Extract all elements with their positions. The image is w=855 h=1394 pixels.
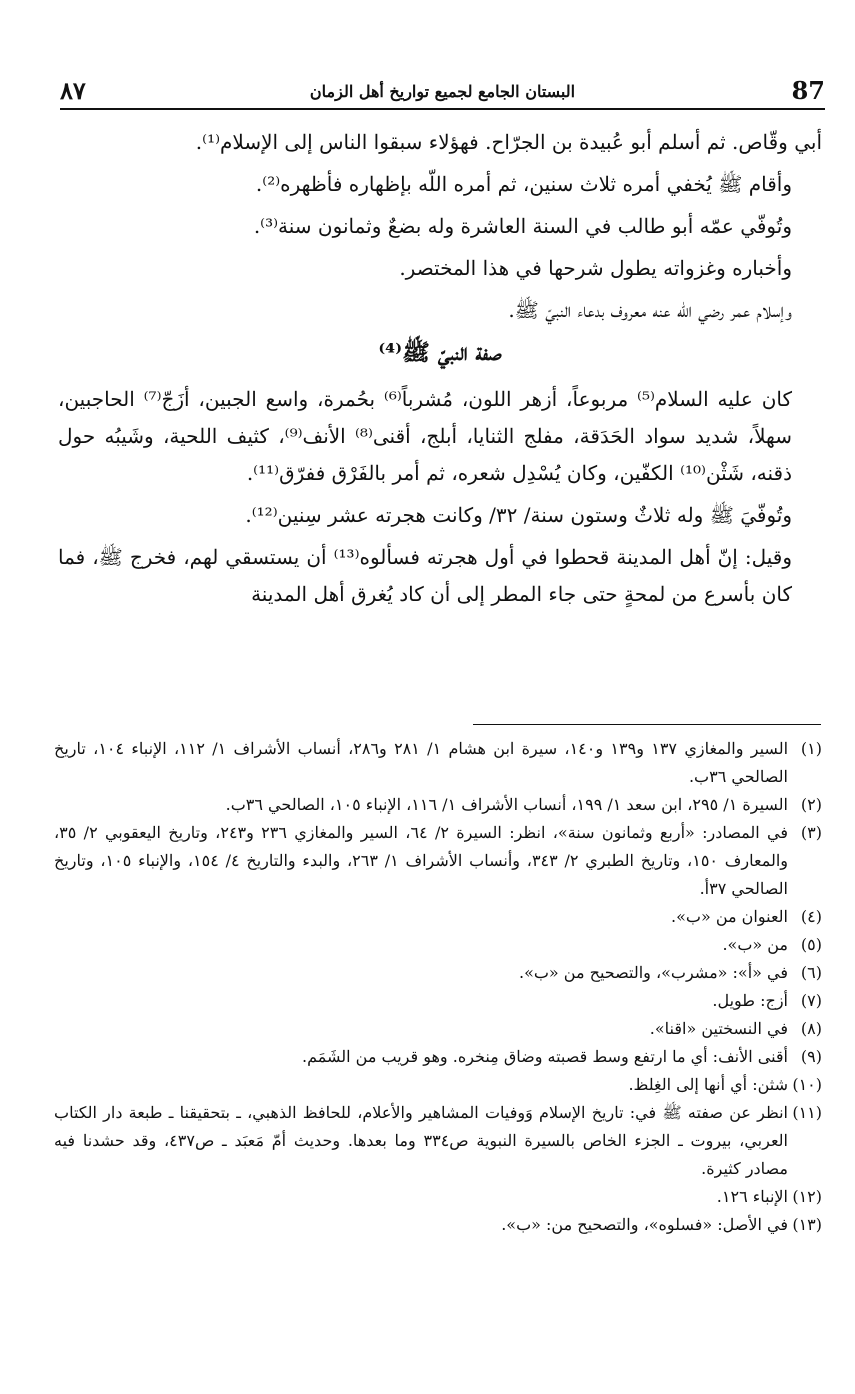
footnote-text: أزج: طويل.	[712, 991, 788, 1010]
footnote-text: في المصادر: «أربع وثمانون سنة»، انظر: السيرة ٢/ ٦٤، السير والمغازي ٢٣٦ و٢٤٣، وتاريخ اليعقوبي ٢/ ٣٥، والمعارف ١٥٠، وتاريخ الطبري ٢/ ٣٤٣، وأنساب الأشراف ١/ ٢٦٣، والبدء والتاريخ ٤/ ١٥٤، والإنباء ١٠٥، وتاريخ الصالحي ٣٧أ.	[54, 823, 789, 898]
footnote-text: في «أ»: «مشرب»، والتصحيح من «ب».	[518, 963, 788, 982]
footnote	[54, 1099, 822, 1183]
footnote	[54, 1071, 822, 1099]
footnote-text: في النسختين «اقنا».	[649, 1019, 788, 1038]
footnote	[54, 819, 822, 903]
footnote-number: (١)	[800, 739, 822, 758]
footnote-number: (٦)	[800, 963, 822, 982]
footnote	[54, 931, 822, 959]
footnote	[54, 1211, 822, 1239]
footnote	[54, 1183, 822, 1211]
footnote-number: (٤)	[800, 907, 822, 926]
footnote	[54, 959, 822, 987]
footnote-number: (١٣)	[792, 1215, 822, 1234]
footnote-number: (٢)	[800, 795, 822, 814]
footnote-number: (٥)	[800, 935, 822, 954]
footnote-text: في الأصل: «فسلوه»، والتصحيح من: «ب».	[501, 1215, 788, 1234]
footnote-number: (٨)	[800, 1019, 822, 1038]
page-number-latin: 87	[791, 76, 825, 105]
section-heading: صفة النبيّ ﷺ⁽⁴⁾	[378, 339, 502, 366]
footnote-text: الإنباء ١٢٦.	[716, 1187, 788, 1206]
footnote-text: شثن: أي أنها إلى الغِلظ.	[628, 1075, 788, 1094]
footnote-number: (١١)	[792, 1103, 822, 1122]
footnote-text: العنوان من «ب».	[671, 907, 788, 926]
footnotes	[54, 735, 822, 1239]
footnote-text: السيرة ١/ ٢٩٥، ابن سعد ١/ ١٩٩، أنساب الأشراف ١/ ١١٦، الإنباء ١٠٥، الصالحي ٣٦ب.	[225, 795, 788, 814]
footnote-text: انظر عن صفته ﷺ في: تاريخ الإسلام وَوفيات المشاهير والأعلام، للحافظ الذهبي، ـ بتحقيقنا ـ طبعة دار الكتاب العربي، بيروت ـ الجزء الخاص بالسيرة النبوية ص٣٣٤ وما بعدها. وحديث أمّ مَعبَد ـ ص٤٣٧، وقد حشدنا فيه مصادر كثيرة.	[54, 1103, 789, 1178]
footnote	[54, 735, 822, 791]
paragraph: وتُوفّي عمّه أبو طالب في السنة العاشرة وله بضعٌ وثمانون سنة⁽³⁾.	[253, 214, 792, 238]
paragraph: وأقام ﷺ يُخفي أمره ثلاث سنين، ثم أمره اللّه بإظهاره فأظهره⁽²⁾.	[255, 172, 792, 196]
running-title: البستان الجامع لجميع تواريخ أهل الزمان	[309, 82, 576, 101]
footnote	[54, 1043, 822, 1071]
footnote-number: (٩)	[800, 1047, 822, 1066]
footnote-number: (١٠)	[792, 1075, 822, 1094]
footnote-text: أقنى الأنف: أي ما ارتفع وسط قصبته وضاق مِنخره. وهو قريب من الشَمَم.	[301, 1047, 788, 1066]
footnote	[54, 987, 822, 1015]
footnote-number: (٣)	[800, 823, 822, 842]
page-number-arabic: ٨٧	[60, 76, 86, 105]
footnote	[54, 903, 822, 931]
footnote-number: (٧)	[800, 991, 822, 1010]
footnote-text: السير والمغازي ١٣٧ و١٣٩ و١٤٠، سيرة ابن هشام ١/ ٢٨١ و٢٨٦، أنساب الأشراف ١/ ١١٢، الإنباء ١٠٤، تاريخ الصالحي ٣٦ب.	[54, 739, 789, 786]
paragraph: وإسلام عمر رضي اللّه عنه معروف بدعاء النبيّ ﷺ.	[508, 298, 792, 322]
footnote	[54, 1015, 822, 1043]
footnote-number: (١٢)	[792, 1187, 822, 1206]
footnote-separator	[473, 724, 821, 725]
paragraph: وقيل: إنّ أهل المدينة قحطوا في أول هجرته فسألوه⁽¹³⁾ أن يستسقي لهم، فخرج ﷺ، فما كان بأسرع من لمحةٍ حتى جاء المطر إلى أن كاد يُغرق أهل المدينة	[58, 545, 792, 606]
footnote-text: من «ب».	[722, 935, 788, 954]
footnote	[54, 791, 822, 819]
page-header	[60, 78, 825, 110]
paragraph: كان عليه السلام⁽⁵⁾ مربوعاً، أزهر اللون، مُشرباً⁽⁶⁾ بحُمرة، واسع الجبين، أزَجّ⁽⁷⁾ الحاجبين، سهلاً، شديد سواد الحَدَقة، مفلج الثنايا، أبلج، أقنى⁽⁸⁾ الأنف⁽⁹⁾، كثيف اللحية، وشَيبُه حول ذقنه، شَثْن⁽¹⁰⁾ الكفّين، وكان يُسْدِل شعره، ثم أمر بالفَرْق ففرّق⁽¹¹⁾.	[58, 387, 792, 485]
paragraph: وأخباره وغزواته يطول شرحها في هذا المختصر.	[399, 256, 792, 280]
paragraph: أبي وقّاص. ثم أسلم أبو عُبيدة بن الجرّاح. فهؤلاء سبقوا الناس إلى الإسلام⁽¹⁾.	[195, 130, 822, 154]
main-text	[58, 124, 822, 618]
paragraph: وتُوفّيَ ﷺ وله ثلاثٌ وستون سنة/ ٣٢/ وكانت هجرته عشر سِنين⁽¹²⁾.	[245, 503, 792, 527]
